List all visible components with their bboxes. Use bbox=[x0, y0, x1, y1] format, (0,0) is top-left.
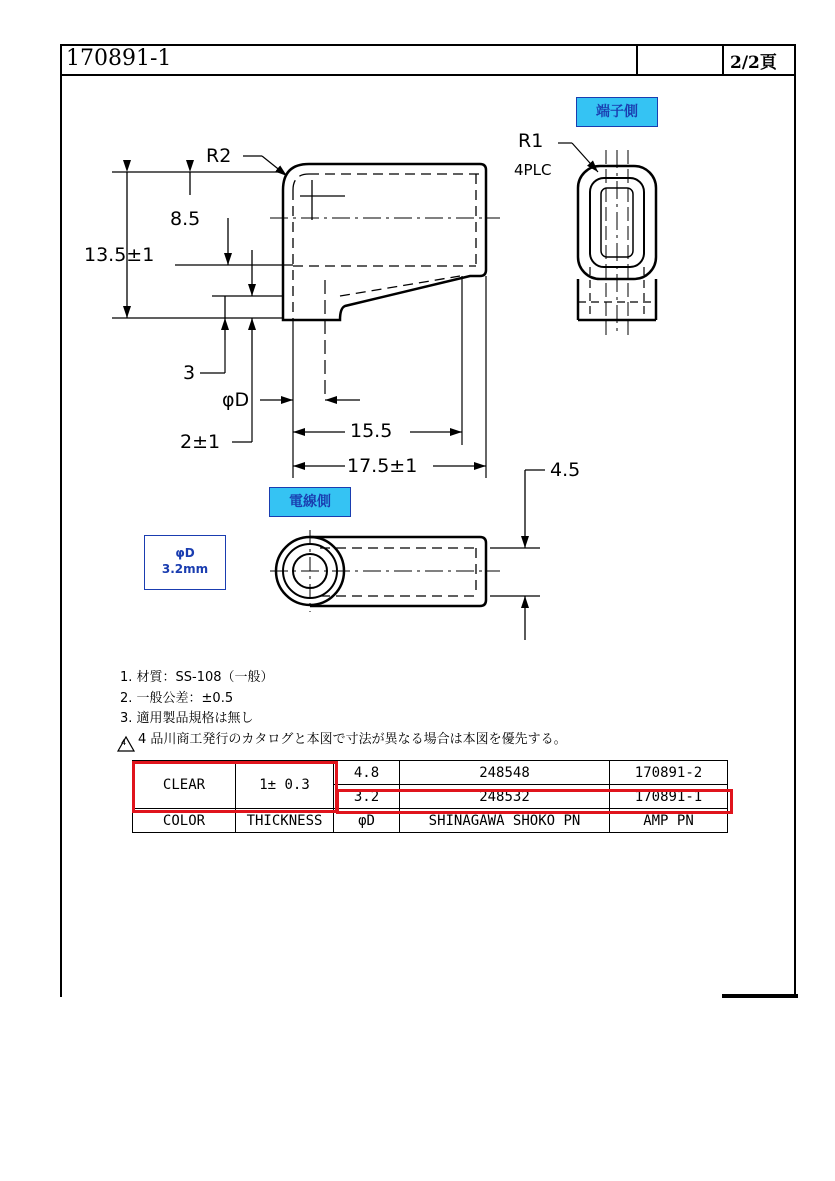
header-color: COLOR bbox=[133, 809, 236, 833]
cell-amp-2: 170891-1 bbox=[610, 785, 728, 809]
dim-r1: R1 bbox=[518, 130, 544, 152]
note-3: 3. 適用製品規格は無し bbox=[120, 711, 254, 726]
cell-shinagawa-1: 248548 bbox=[400, 761, 610, 785]
note-4-marker: 4 bbox=[121, 737, 127, 747]
header-phid: φD bbox=[334, 809, 400, 833]
dim-8-5: 8.5 bbox=[170, 208, 201, 230]
end-view bbox=[558, 143, 656, 335]
note-1: 1. 材質：SS-108（一般） bbox=[120, 670, 274, 685]
cell-shinagawa-2: 248532 bbox=[400, 785, 610, 809]
dim-phid: φD bbox=[222, 389, 250, 411]
phi-d-box bbox=[144, 535, 226, 590]
cell-phid-2: 3.2 bbox=[334, 785, 400, 809]
highlight-color-thickness bbox=[132, 761, 338, 813]
terminal-side-tag: 端子側 bbox=[576, 97, 658, 127]
part-number-title: 170891-1 bbox=[66, 46, 172, 71]
phi-d-label: φD bbox=[175, 546, 195, 560]
cell-phid-1: 4.8 bbox=[334, 761, 400, 785]
phi-d-value: 3.2mm bbox=[161, 562, 209, 576]
header-amp: AMP PN bbox=[610, 809, 728, 833]
note-2: 2. 一般公差：±0.5 bbox=[120, 690, 234, 706]
dim-r2: R2 bbox=[206, 145, 232, 167]
note-4: 4 品川商工発行のカタログと本図で寸法が異なる場合は本図を優先する。 bbox=[138, 731, 567, 747]
note-4-row bbox=[120, 730, 567, 751]
header-shinagawa: SHINAGAWA SHOKO PN bbox=[400, 809, 610, 833]
cell-amp-1: 170891-2 bbox=[610, 761, 728, 785]
highlight-row-3-2 bbox=[336, 789, 733, 814]
notes bbox=[120, 668, 567, 750]
cell-thickness: 1± 0.3 bbox=[236, 761, 334, 809]
dim-13-5: 13.5±1 bbox=[84, 244, 155, 266]
cell-color: CLEAR bbox=[133, 761, 236, 809]
dim-4-5: 4.5 bbox=[550, 459, 581, 481]
dim-3: 3 bbox=[183, 362, 196, 384]
dim-4plc: 4PLC bbox=[514, 161, 552, 179]
dim-15-5: 15.5 bbox=[350, 420, 393, 442]
wire-side-tag: 電線側 bbox=[269, 487, 351, 517]
dim-17-5: 17.5±1 bbox=[347, 455, 418, 477]
dim-2: 2±1 bbox=[180, 431, 221, 453]
side-view bbox=[112, 156, 500, 478]
page-number: 2/2頁 bbox=[730, 53, 777, 73]
header-thickness: THICKNESS bbox=[236, 809, 334, 833]
